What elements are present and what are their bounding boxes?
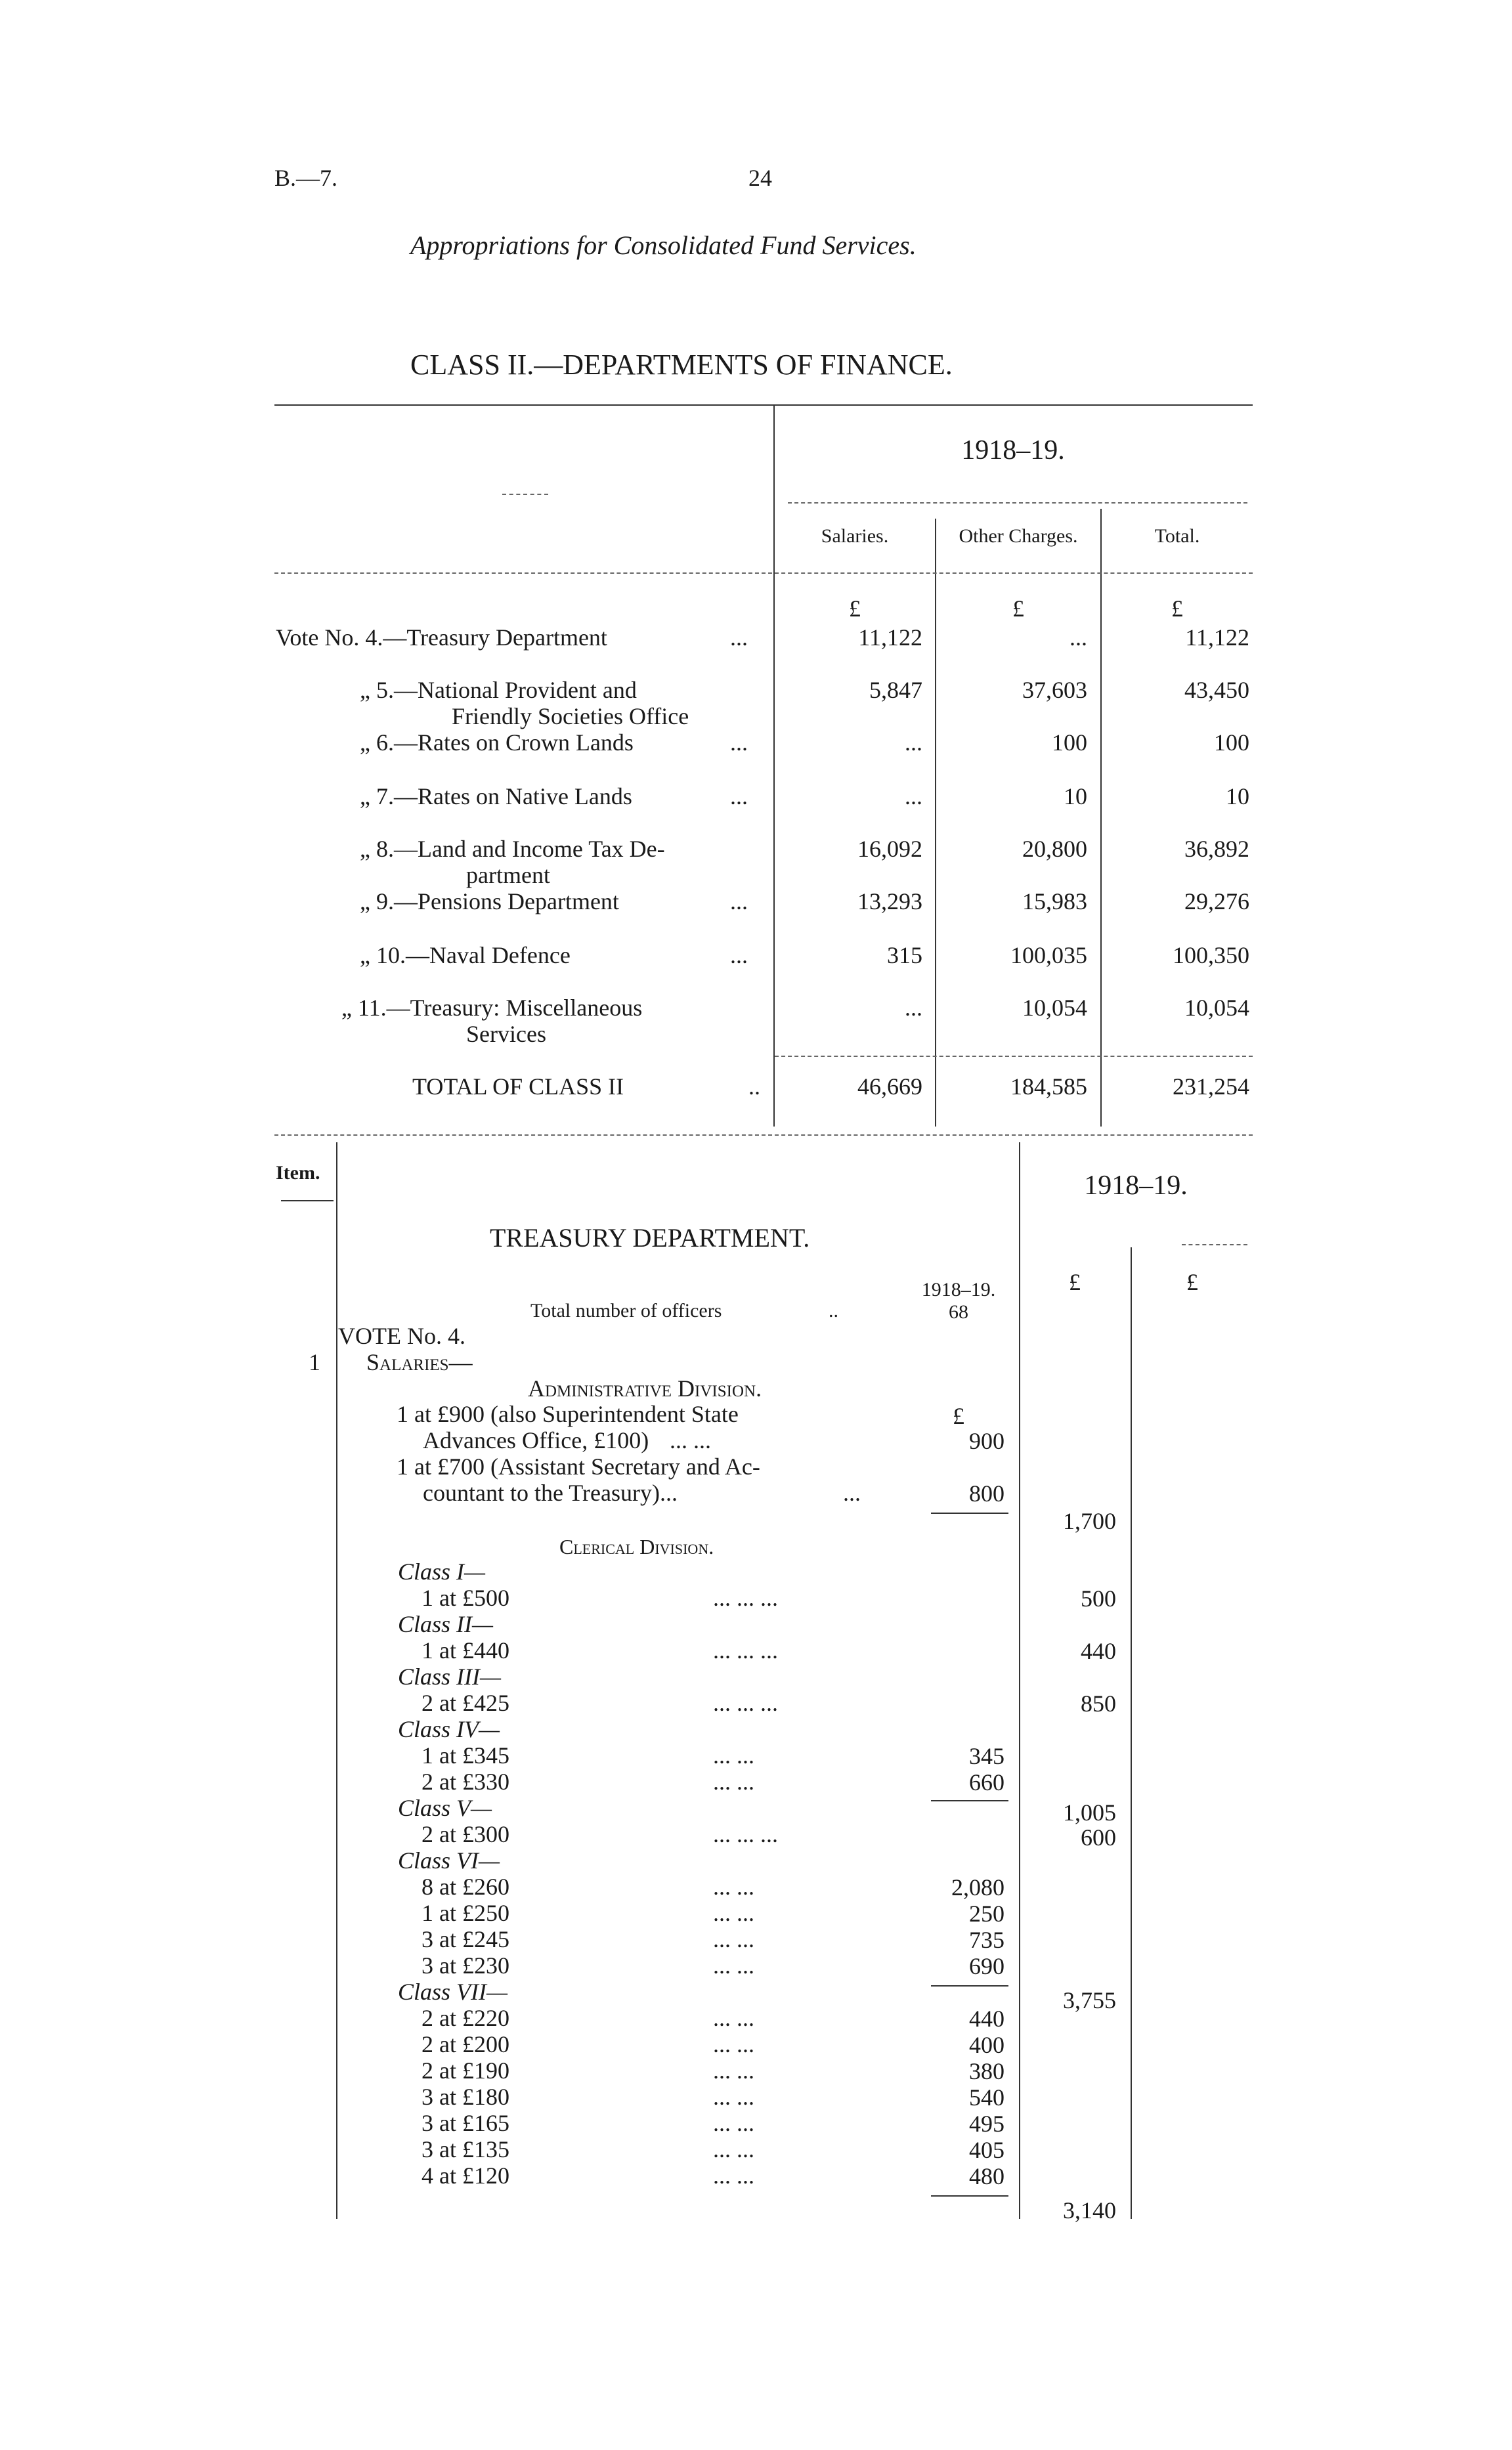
class7-subtotal: 3,140 [1063,2197,1116,2224]
row-label-cont: Friendly Societies Office [452,703,689,729]
row-salaries: ... [905,729,922,756]
class-line-leader: ... ... [713,2110,754,2136]
class-line-inner: 540 [969,2084,1004,2111]
class-heading: Class VII— [398,1979,508,2005]
row-salaries: ... [905,995,922,1021]
class-line: 1 at £250 [421,1900,509,1926]
class-line-leader: ... ... [713,1900,754,1926]
row-label: „ 8.—Land and Income Tax De- [360,836,665,862]
total-salaries: 46,669 [857,1073,922,1100]
other-pound: £ [1012,595,1024,622]
summary-year-rule [788,502,1247,504]
class-line-leader: ... ... [713,1874,754,1900]
row-total: 29,276 [1184,888,1249,914]
class-line: 3 at £180 [421,2084,509,2110]
class-line-leader: ... ... [713,2084,754,2110]
class-line-leader: ... ... [713,1952,754,1979]
class-line: 3 at £165 [421,2110,509,2136]
class4-subtotal: 1,005 [1063,1799,1116,1826]
row-total: 10 [1226,783,1249,809]
class-line-leader: ... ... ... [713,1690,778,1716]
class-line-outer: 600 [1081,1824,1116,1851]
detail-divider-item [336,1142,337,2219]
class-heading: Class I— [398,1558,486,1585]
row-leader: ... [730,783,748,809]
page-subtitle: Appropriations for Consolidated Fund Services. [410,230,917,260]
class-line: 2 at £190 [421,2057,509,2084]
class-line-inner: 2,080 [951,1874,1004,1901]
class-line-inner: 480 [969,2163,1004,2189]
item-header-rule [281,1200,334,1201]
admin-subtotal-rule [931,1513,1008,1514]
row-label-cont: Services [466,1021,546,1047]
class-line-inner: 345 [969,1743,1004,1769]
admin-subtotal: 1,700 [1063,1508,1116,1534]
salaries-pound: £ [849,595,861,622]
row-total: 43,450 [1184,677,1249,703]
row-total: 10,054 [1184,995,1249,1021]
item-header: Item. [276,1162,320,1184]
class-line-leader: ... ... [713,2005,754,2031]
class-line: 2 at £330 [421,1769,509,1795]
summary-year: 1918–19. [961,435,1065,465]
class-line: 3 at £135 [421,2136,509,2162]
class-line: 4 at £120 [421,2162,509,2189]
class-line: 1 at £345 [421,1742,509,1769]
class6-subtotal-rule [931,1985,1008,1987]
col-other-header: Other Charges. [959,525,1078,547]
detail-divider-col2 [1131,1247,1132,2219]
row-other: 20,800 [1022,836,1087,862]
vote-label: VOTE No. 4. [338,1323,465,1349]
summary-header-rule [274,572,1253,574]
row-salaries: 13,293 [857,888,922,914]
row-label-cont: partment [466,862,550,888]
total-pound: £ [1171,595,1183,622]
class-heading: Class III— [398,1664,502,1690]
row-total: 100,350 [1173,942,1249,968]
class-line: 3 at £245 [421,1926,509,1952]
class-line-leader: ... ... ... [713,1637,778,1664]
row-salaries: 315 [887,942,922,968]
class-line: 2 at £200 [421,2031,509,2057]
row-leader: ... [730,942,748,968]
row-label: „ 11.—Treasury: Miscellaneous [341,995,643,1021]
class-title: CLASS II.—DEPARTMENTS OF FINANCE. [410,349,953,381]
row-other: ... [1069,624,1087,651]
class-line-inner: 400 [969,2032,1004,2058]
class7-subtotal-rule [931,2195,1008,2197]
total-label: TOTAL OF CLASS II [412,1073,624,1100]
row-label: „ 5.—National Provident and [360,677,637,703]
class6-subtotal: 3,755 [1063,1987,1116,2013]
admin-line-1-cont: Advances Office, £100) [423,1427,649,1453]
officers-leader: .. [829,1300,838,1322]
admin-line-2-leader: ... [843,1480,861,1506]
class-line: 1 at £440 [421,1637,509,1664]
class4-subtotal-rule [931,1800,1008,1801]
row-label: „ 9.—Pensions Department [360,888,619,914]
class-line-inner: 735 [969,1927,1004,1953]
row-salaries: 16,092 [857,836,922,862]
row-other: 100 [1052,729,1087,756]
item-number: 1 [309,1349,320,1375]
class-line: 2 at £425 [421,1690,509,1716]
row-salaries: ... [905,783,922,809]
class-line: 2 at £220 [421,2005,509,2031]
class-line-leader: ... ... ... [713,1821,778,1847]
officers-count: 68 [949,1301,968,1323]
class-line-inner: 250 [969,1901,1004,1927]
total-rule [775,1056,1253,1057]
admin-line-1: 1 at £900 (also Superintendent State [397,1401,739,1427]
row-label: „ 10.—Naval Defence [360,942,571,968]
col2-pound: £ [1186,1269,1198,1295]
row-salaries: 5,847 [869,677,922,703]
admin-amount-2: 800 [969,1480,1004,1507]
row-label: Vote No. 4.—Treasury Department [276,624,607,651]
col-salaries-header: Salaries. [821,525,889,547]
class-line-leader: ... ... ... [713,1585,778,1611]
class-line-leader: ... ... [713,1742,754,1769]
salaries-label: Salaries— [366,1349,473,1375]
summary-bottom-rule [274,1134,1253,1136]
class-line-outer: 500 [1081,1585,1116,1612]
class-line-inner: 380 [969,2058,1004,2084]
col-total-header: Total. [1154,525,1200,547]
detail-divider-col1 [1019,1142,1020,2219]
row-other: 10,054 [1022,995,1087,1021]
class-line-inner: 495 [969,2111,1004,2137]
class-line: 3 at £230 [421,1952,509,1979]
admin-pound: £ [953,1403,964,1429]
class-line-outer: 850 [1081,1690,1116,1717]
row-other: 10 [1064,783,1087,809]
col1-pound: £ [1069,1269,1081,1295]
row-other: 15,983 [1022,888,1087,914]
class-line-leader: ... ... [713,2136,754,2162]
page-number: 24 [748,165,772,191]
row-label: „ 6.—Rates on Crown Lands [360,729,634,756]
class-line-leader: ... ... [713,1926,754,1952]
page-reference: B.—7. [274,165,338,191]
admin-line-1-leader: ... ... [670,1427,711,1453]
total-total: 231,254 [1173,1073,1249,1100]
row-label: „ 7.—Rates on Native Lands [360,783,632,809]
class-line-inner: 660 [969,1769,1004,1795]
class-line-leader: ... ... [713,2057,754,2084]
officers-label: Total number of officers [530,1300,722,1322]
class-line-leader: ... ... [713,1769,754,1795]
class-line-inner: 690 [969,1953,1004,1979]
admin-amount-1: 900 [969,1428,1004,1454]
dept-title: TREASURY DEPARTMENT. [490,1223,810,1253]
row-leader: ... [730,888,748,914]
class-line: 2 at £300 [421,1821,509,1847]
class-line: 1 at £500 [421,1585,509,1611]
row-other: 37,603 [1022,677,1087,703]
total-leader: .. [748,1073,760,1100]
admin-line-2-cont: countant to the Treasury)... [423,1480,678,1506]
clerical-division: Clerical Division. [559,1535,714,1558]
row-total: 11,122 [1185,624,1249,651]
row-leader: ... [730,729,748,756]
row-salaries: 11,122 [858,624,922,651]
class-line-inner: 405 [969,2137,1004,2163]
detail-year-rule [1182,1244,1247,1245]
total-other: 184,585 [1010,1073,1087,1100]
summary-stub-rule [502,494,548,495]
row-total: 100 [1214,729,1249,756]
detail-year: 1918–19. [1084,1171,1188,1201]
class-line-leader: ... ... [713,2162,754,2189]
row-total: 36,892 [1184,836,1249,862]
admin-division: Administrative Division. [528,1375,762,1402]
row-leader: ... [730,624,748,651]
class-line: 8 at £260 [421,1874,509,1900]
row-other: 100,035 [1010,942,1087,968]
class-line-leader: ... ... [713,2031,754,2057]
admin-line-2: 1 at £700 (Assistant Secretary and Ac- [397,1453,760,1480]
class-heading: Class IV— [398,1716,500,1742]
class-heading: Class VI— [398,1847,500,1874]
class-line-inner: 440 [969,2006,1004,2032]
class-heading: Class V— [398,1795,492,1821]
class-heading: Class II— [398,1611,494,1637]
summary-top-rule [274,404,1253,406]
officers-year: 1918–19. [921,1279,996,1300]
class-line-outer: 440 [1081,1638,1116,1664]
